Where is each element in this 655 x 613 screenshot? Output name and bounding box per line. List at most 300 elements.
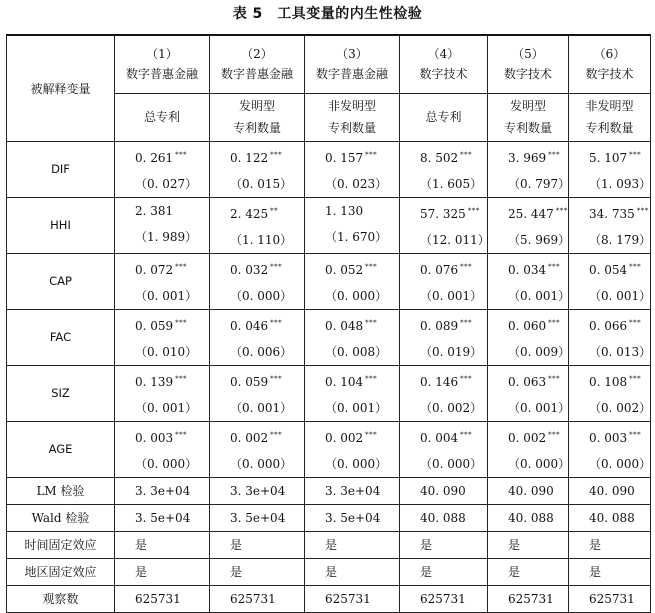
- coefficient-value: 0. 046: [230, 318, 269, 333]
- standard-error-line: [325, 283, 399, 309]
- standard-error-value: （8. 179）: [589, 232, 652, 247]
- standard-error-value: （5. 969）: [508, 232, 571, 247]
- column-sub-label: 专利数量: [232, 121, 281, 135]
- significance-stars: **: [270, 206, 279, 215]
- coefficient-line: [589, 366, 650, 395]
- coefficient-cell: [115, 309, 210, 365]
- coefficient-cell: [210, 309, 305, 365]
- stat-value: 3. 3e+04: [305, 477, 400, 504]
- row-label-header: 被解释变量: [7, 35, 115, 141]
- coefficient-value: 0. 104: [325, 374, 364, 389]
- coefficient-cell: [305, 421, 400, 477]
- standard-error-line: [420, 283, 487, 309]
- coefficient-cell: [115, 253, 210, 309]
- significance-stars: ***: [460, 374, 473, 383]
- significance-stars: ***: [175, 150, 188, 159]
- standard-error-value: （1. 605）: [420, 176, 483, 191]
- significance-stars: ***: [270, 262, 283, 271]
- significance-stars: ***: [467, 206, 480, 215]
- standard-error-line: [589, 227, 650, 253]
- stat-value: 是: [400, 558, 488, 585]
- standard-error-value: （0. 000）: [325, 288, 388, 303]
- standard-error-value: （0. 009）: [508, 344, 571, 359]
- stat-value: 625731: [115, 585, 210, 612]
- standard-error-value: （0. 006）: [230, 344, 293, 359]
- standard-error-value: （0. 000）: [230, 456, 293, 471]
- stat-name: Wald 检验: [7, 504, 115, 531]
- coefficient-line: [325, 142, 399, 171]
- coefficient-line: [325, 366, 399, 395]
- table-row-stat: [7, 477, 651, 504]
- table-row-age: [7, 421, 651, 477]
- coefficient-value: 0. 002: [230, 430, 269, 445]
- stat-value: 3. 3e+04: [115, 477, 210, 504]
- stat-name: 观察数: [7, 585, 115, 612]
- standard-error-line: [420, 227, 490, 253]
- column-sub-label: 发明型: [238, 99, 275, 113]
- coefficient-cell: [400, 197, 488, 253]
- coefficient-line: [508, 142, 568, 171]
- standard-error-value: （0. 797）: [508, 176, 571, 191]
- standard-error-line: [589, 395, 650, 421]
- coefficient-value: 5. 107: [589, 150, 628, 165]
- standard-error-value: （0. 000）: [589, 456, 652, 471]
- coefficient-cell: [569, 253, 651, 309]
- coefficient-value: 0. 063: [508, 374, 547, 389]
- column-group: 数字技术: [419, 67, 468, 82]
- column-sub-label: 总专利: [425, 110, 462, 124]
- stat-value: 40. 090: [400, 477, 488, 504]
- standard-error-line: [230, 227, 304, 253]
- column-group: 数字技术: [585, 67, 634, 82]
- standard-error-value: （0. 000）: [325, 456, 388, 471]
- column-group: 数字普惠金融: [315, 67, 388, 82]
- coefficient-line: [135, 254, 209, 283]
- standard-error-line: [420, 451, 487, 477]
- stat-value: 是: [569, 531, 651, 558]
- column-header-6: [569, 35, 651, 93]
- coefficient-value: 34. 735: [589, 206, 635, 221]
- coefficient-line: [508, 366, 568, 395]
- coefficient-value: 0. 261: [135, 150, 174, 165]
- column-subheader-6: [569, 93, 651, 141]
- standard-error-line: [589, 451, 650, 477]
- coefficient-value: 0. 146: [420, 374, 459, 389]
- coefficient-value: 0. 054: [589, 262, 628, 277]
- coefficient-line: [230, 142, 304, 171]
- coefficient-value: 0. 059: [135, 318, 174, 333]
- standard-error-value: （0. 000）: [135, 456, 198, 471]
- coefficient-cell: [488, 197, 569, 253]
- standard-error-line: [420, 339, 487, 365]
- coefficient-cell: [210, 197, 305, 253]
- standard-error-line: [508, 339, 571, 365]
- coefficient-cell: [569, 309, 651, 365]
- coefficient-line: [230, 422, 304, 451]
- stat-value: 是: [488, 558, 569, 585]
- column-subheader-4: [400, 93, 488, 141]
- significance-stars: ***: [548, 318, 561, 327]
- significance-stars: ***: [555, 206, 568, 215]
- coefficient-line: [420, 198, 487, 227]
- coefficient-line: [589, 310, 650, 339]
- standard-error-line: [420, 395, 487, 421]
- coefficient-value: 0. 072: [135, 262, 174, 277]
- standard-error-line: [325, 171, 399, 197]
- stat-value: 是: [488, 531, 569, 558]
- significance-stars: ***: [629, 150, 642, 159]
- significance-stars: ***: [548, 150, 561, 159]
- standard-error-value: （1. 670）: [325, 229, 388, 244]
- stat-value: 3. 5e+04: [305, 504, 400, 531]
- coefficient-line: [230, 366, 304, 395]
- column-group: 数字普惠金融: [125, 67, 198, 82]
- standard-error-value: （0. 010）: [135, 344, 198, 359]
- column-subheader-5: [488, 93, 569, 141]
- coefficient-line: [420, 422, 487, 451]
- coefficient-cell: [115, 365, 210, 421]
- stat-value: 是: [115, 531, 210, 558]
- coefficient-value: 0. 066: [589, 318, 628, 333]
- significance-stars: ***: [365, 374, 378, 383]
- coefficient-line: [508, 422, 568, 451]
- significance-stars: ***: [175, 318, 188, 327]
- variable-name: SIZ: [7, 365, 115, 421]
- standard-error-line: [508, 227, 571, 253]
- table-row-siz: [7, 365, 651, 421]
- coefficient-line: [230, 198, 304, 227]
- coefficient-value: 1. 130: [325, 203, 364, 218]
- coefficient-value: 8. 502: [420, 150, 459, 165]
- coefficient-value: 57. 325: [420, 206, 466, 221]
- stat-value: 625731: [488, 585, 569, 612]
- coefficient-cell: [488, 253, 569, 309]
- stat-value: 625731: [569, 585, 651, 612]
- column-header-2: [210, 35, 305, 93]
- coefficient-value: 0. 157: [325, 150, 364, 165]
- stat-value: 625731: [210, 585, 305, 612]
- coefficient-cell: [569, 141, 651, 197]
- table-row-stat: [7, 558, 651, 585]
- header-row-columns: [7, 35, 651, 93]
- standard-error-line: [230, 395, 304, 421]
- coefficient-line: [135, 198, 209, 224]
- coefficient-cell: [400, 253, 488, 309]
- coefficient-line: [230, 254, 304, 283]
- coefficient-value: 3. 969: [508, 150, 547, 165]
- significance-stars: ***: [636, 206, 649, 215]
- table-row-dif: [7, 141, 651, 197]
- table-row-cap: [7, 253, 651, 309]
- standard-error-value: （0. 000）: [420, 456, 483, 471]
- standard-error-line: [325, 224, 399, 250]
- column-subheader-1: [115, 93, 210, 141]
- coefficient-cell: [400, 141, 488, 197]
- standard-error-line: [508, 283, 571, 309]
- coefficient-value: 0. 003: [589, 430, 628, 445]
- coefficient-value: 0. 139: [135, 374, 174, 389]
- stat-value: 40. 088: [400, 504, 488, 531]
- coefficient-value: 0. 002: [508, 430, 547, 445]
- coefficient-cell: [305, 365, 400, 421]
- coefficient-line: [420, 142, 487, 171]
- variable-name: CAP: [7, 253, 115, 309]
- coefficient-value: 0. 032: [230, 262, 269, 277]
- coefficient-value: 0. 059: [230, 374, 269, 389]
- standard-error-value: （0. 001）: [135, 288, 198, 303]
- coefficient-cell: [400, 365, 488, 421]
- coefficient-cell: [569, 421, 651, 477]
- coefficient-line: [230, 310, 304, 339]
- standard-error-line: [325, 451, 399, 477]
- coefficient-cell: [400, 309, 488, 365]
- column-sub-label: 专利数量: [503, 121, 552, 135]
- coefficient-cell: [400, 421, 488, 477]
- coefficient-cell: [115, 197, 210, 253]
- significance-stars: ***: [460, 262, 473, 271]
- coefficient-cell: [305, 253, 400, 309]
- table-row-stat: [7, 585, 651, 612]
- standard-error-value: （0. 001）: [135, 400, 198, 415]
- coefficient-line: [420, 366, 487, 395]
- coefficient-value: 25. 447: [508, 206, 554, 221]
- significance-stars: ***: [460, 430, 473, 439]
- coefficient-line: [420, 310, 487, 339]
- stat-value: 3. 3e+04: [210, 477, 305, 504]
- stat-value: 是: [400, 531, 488, 558]
- significance-stars: ***: [460, 318, 473, 327]
- standard-error-value: （0. 002）: [589, 400, 652, 415]
- coefficient-cell: [488, 309, 569, 365]
- significance-stars: ***: [175, 262, 188, 271]
- coefficient-cell: [115, 421, 210, 477]
- significance-stars: ***: [270, 150, 283, 159]
- significance-stars: ***: [548, 430, 561, 439]
- coefficient-line: [325, 198, 399, 224]
- coefficient-line: [508, 254, 568, 283]
- column-header-1: [115, 35, 210, 93]
- standard-error-value: （0. 023）: [325, 176, 388, 191]
- column-sub-label: 总专利: [143, 110, 180, 124]
- standard-error-line: [135, 451, 209, 477]
- column-number: （2）: [241, 47, 273, 62]
- column-sub-label: 专利数量: [327, 121, 376, 135]
- coefficient-value: 0. 089: [420, 318, 459, 333]
- table-row-stat: [7, 531, 651, 558]
- coefficient-cell: [210, 253, 305, 309]
- variable-name: HHI: [7, 197, 115, 253]
- significance-stars: ***: [548, 374, 561, 383]
- significance-stars: ***: [365, 430, 378, 439]
- standard-error-value: （1. 110）: [230, 232, 293, 247]
- coefficient-line: [135, 366, 209, 395]
- column-number: （6）: [593, 47, 626, 62]
- stat-value: 是: [210, 531, 305, 558]
- coefficient-line: [589, 142, 650, 171]
- coefficient-line: [589, 198, 650, 227]
- coefficient-value: 0. 004: [420, 430, 459, 445]
- coefficient-value: 2. 425: [230, 206, 269, 221]
- standard-error-line: [589, 171, 650, 197]
- table-title: 表 5 工具变量的内生性检验: [232, 6, 423, 22]
- significance-stars: ***: [175, 430, 188, 439]
- standard-error-value: （0. 013）: [589, 344, 652, 359]
- column-number: （4）: [427, 47, 460, 62]
- stat-value: 40. 090: [569, 477, 651, 504]
- column-header-3: [305, 35, 400, 93]
- standard-error-line: [135, 395, 209, 421]
- standard-error-line: [508, 395, 571, 421]
- stat-value: 是: [305, 558, 400, 585]
- coefficient-cell: [569, 365, 651, 421]
- standard-error-value: （0. 001）: [420, 288, 483, 303]
- standard-error-line: [589, 283, 650, 309]
- coefficient-cell: [210, 141, 305, 197]
- standard-error-value: （0. 001）: [325, 400, 388, 415]
- variable-name: AGE: [7, 421, 115, 477]
- coefficient-cell: [305, 197, 400, 253]
- stat-value: 625731: [305, 585, 400, 612]
- regression-table: [6, 34, 651, 613]
- coefficient-line: [420, 254, 487, 283]
- coefficient-value: 0. 052: [325, 262, 364, 277]
- significance-stars: ***: [365, 318, 378, 327]
- coefficient-cell: [210, 365, 305, 421]
- significance-stars: ***: [270, 318, 283, 327]
- standard-error-value: （0. 001）: [508, 400, 571, 415]
- standard-error-value: （0. 001）: [230, 400, 293, 415]
- standard-error-value: （1. 989）: [135, 229, 198, 244]
- standard-error-line: [508, 171, 571, 197]
- column-sub-label: 发明型: [509, 99, 546, 113]
- column-header-4: [400, 35, 488, 93]
- table-row-fac: [7, 309, 651, 365]
- column-group: 数字普惠金融: [220, 67, 293, 82]
- stat-value: 3. 5e+04: [210, 504, 305, 531]
- coefficient-line: [325, 422, 399, 451]
- standard-error-line: [325, 395, 399, 421]
- coefficient-line: [589, 422, 650, 451]
- standard-error-value: （0. 019）: [420, 344, 483, 359]
- significance-stars: ***: [270, 430, 283, 439]
- standard-error-value: （0. 008）: [325, 344, 388, 359]
- significance-stars: ***: [629, 262, 642, 271]
- significance-stars: ***: [270, 374, 283, 383]
- stat-value: 625731: [400, 585, 488, 612]
- standard-error-line: [230, 171, 304, 197]
- coefficient-value: 2. 381: [135, 203, 174, 218]
- coefficient-line: [135, 310, 209, 339]
- coefficient-line: [135, 422, 209, 451]
- coefficient-line: [135, 142, 209, 171]
- column-subheader-3: [305, 93, 400, 141]
- significance-stars: ***: [548, 262, 561, 271]
- significance-stars: ***: [460, 150, 473, 159]
- standard-error-line: [135, 224, 209, 250]
- column-sub-label: 专利数量: [585, 121, 634, 135]
- column-group: 数字技术: [503, 67, 552, 82]
- standard-error-line: [230, 339, 304, 365]
- stat-value: 是: [569, 558, 651, 585]
- standard-error-line: [135, 171, 209, 197]
- significance-stars: ***: [365, 150, 378, 159]
- significance-stars: ***: [629, 318, 642, 327]
- coefficient-cell: [210, 421, 305, 477]
- coefficient-cell: [488, 141, 569, 197]
- coefficient-cell: [569, 197, 651, 253]
- stat-name: LM 检验: [7, 477, 115, 504]
- significance-stars: ***: [365, 262, 378, 271]
- column-number: （5）: [512, 47, 544, 62]
- coefficient-cell: [305, 141, 400, 197]
- coefficient-value: 0. 060: [508, 318, 547, 333]
- significance-stars: ***: [175, 374, 188, 383]
- standard-error-value: （0. 002）: [420, 400, 483, 415]
- standard-error-value: （0. 027）: [135, 176, 198, 191]
- variable-name: DIF: [7, 141, 115, 197]
- coefficient-line: [325, 310, 399, 339]
- coefficient-line: [325, 254, 399, 283]
- coefficient-value: 0. 076: [420, 262, 459, 277]
- column-sub-label: 非发明型: [585, 99, 634, 113]
- table-row-hhi: [7, 197, 651, 253]
- coefficient-line: [508, 198, 568, 227]
- stat-value: 40. 088: [488, 504, 569, 531]
- standard-error-value: （12. 011）: [420, 232, 490, 247]
- coefficient-value: 0. 002: [325, 430, 364, 445]
- coefficient-value: 0. 108: [589, 374, 628, 389]
- coefficient-line: [589, 254, 650, 283]
- standard-error-line: [230, 283, 304, 309]
- stat-name: 地区固定效应: [7, 558, 115, 585]
- standard-error-value: （0. 001）: [589, 288, 652, 303]
- standard-error-line: [135, 339, 209, 365]
- standard-error-line: [135, 283, 209, 309]
- standard-error-line: [325, 339, 399, 365]
- standard-error-line: [508, 451, 571, 477]
- standard-error-line: [589, 339, 650, 365]
- column-number: （1）: [146, 47, 178, 62]
- stat-value: 是: [305, 531, 400, 558]
- stat-value: 40. 090: [488, 477, 569, 504]
- coefficient-value: 0. 048: [325, 318, 364, 333]
- column-number: （3）: [336, 47, 368, 62]
- stat-value: 是: [115, 558, 210, 585]
- coefficient-cell: [305, 309, 400, 365]
- coefficient-cell: [488, 421, 569, 477]
- stat-value: 40. 088: [569, 504, 651, 531]
- significance-stars: ***: [629, 430, 642, 439]
- coefficient-cell: [115, 141, 210, 197]
- coefficient-cell: [488, 365, 569, 421]
- coefficient-line: [508, 310, 568, 339]
- standard-error-value: （0. 015）: [230, 176, 293, 191]
- standard-error-value: （0. 000）: [230, 288, 293, 303]
- coefficient-value: 0. 034: [508, 262, 547, 277]
- column-sub-label: 非发明型: [327, 99, 376, 113]
- standard-error-value: （1. 093）: [589, 176, 652, 191]
- standard-error-line: [230, 451, 304, 477]
- column-subheader-2: [210, 93, 305, 141]
- standard-error-value: （0. 000）: [508, 456, 571, 471]
- stat-name: 时间固定效应: [7, 531, 115, 558]
- significance-stars: ***: [629, 374, 642, 383]
- table-row-stat: [7, 504, 651, 531]
- variable-name: FAC: [7, 309, 115, 365]
- coefficient-value: 0. 003: [135, 430, 174, 445]
- stat-value: 是: [210, 558, 305, 585]
- standard-error-value: （0. 001）: [508, 288, 571, 303]
